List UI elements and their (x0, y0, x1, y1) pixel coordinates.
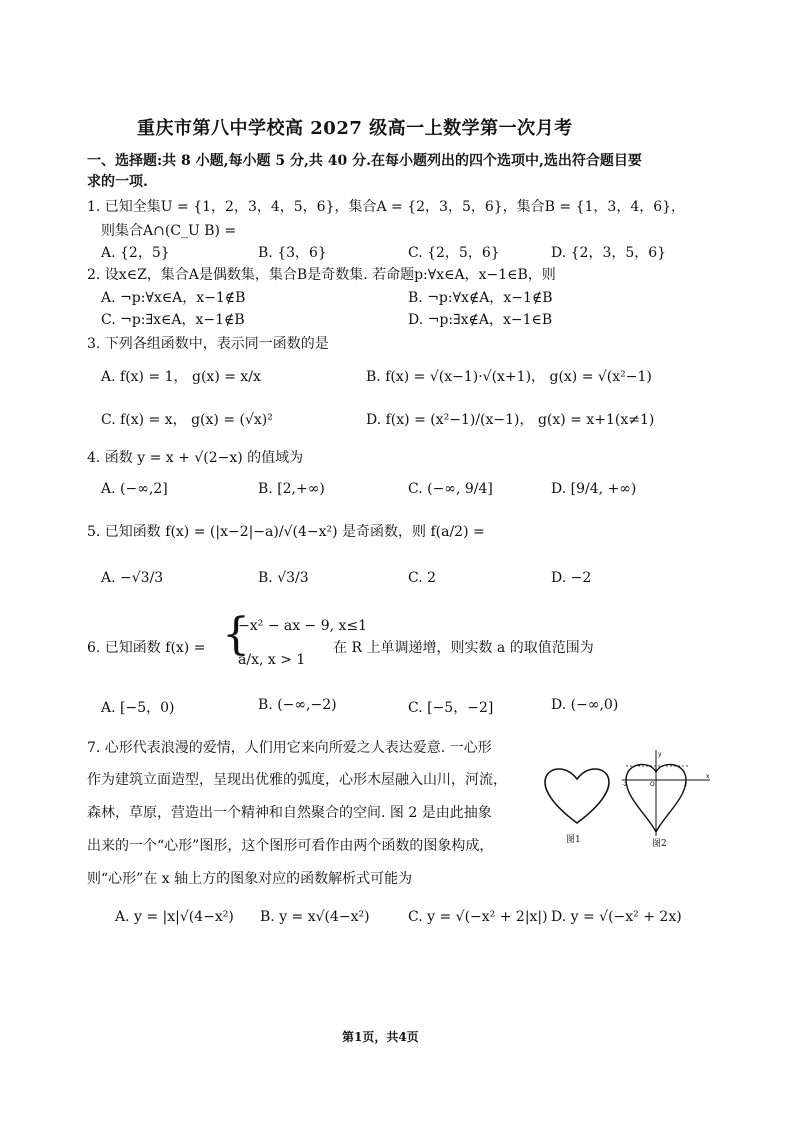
q6-case-1: −x² − ax − 9, x≤1 (238, 618, 368, 634)
svg-text:O: O (650, 781, 655, 788)
heart-figure-2 (620, 746, 712, 838)
q6-stem-post: 在 R 上单调递增，则实数 a 的取值范围为 (333, 640, 594, 656)
q3-option-c: C. f(x) = x， g(x) = (√x)² (101, 412, 273, 428)
q4-option-c: C. (−∞, 9/4] (408, 481, 493, 497)
svg-text:x: x (706, 773, 710, 780)
q2-option-d: D. ¬p:∃x∉A，x−1∈B (408, 312, 553, 328)
q6-option-a: A. [−5，0) (101, 700, 175, 716)
q7-option-b: B. y = x√(4−x²) (260, 909, 370, 925)
q7-line-1: 7. 心形代表浪漫的爱情，人们用它来向所爱之人表达爱意. 一心形 (87, 740, 492, 756)
q7-line-3: 森林，草原，营造出一个精神和自然聚合的空间. 图 2 是由此抽象 (87, 805, 492, 821)
q2-option-b: B. ¬p:∀x∉A，x−1∉B (408, 290, 553, 306)
page-footer: 第1页，共4页 (342, 1030, 419, 1044)
q1-option-d: D. {2，3，5，6} (551, 245, 667, 261)
q7-option-d: D. y = √(−x² + 2x) (551, 909, 682, 925)
q6-option-d: D. (−∞,0) (551, 697, 619, 713)
section-heading-cont: 求的一项. (87, 174, 148, 190)
q1-option-c: C. {2，5，6} (408, 245, 500, 261)
q3-option-d: D. f(x) = (x²−1)/(x−1)， g(x) = x+1(x≠1) (366, 412, 655, 428)
q1-option-a: A. {2，5} (101, 245, 170, 261)
q5-option-c: C. 2 (408, 570, 437, 586)
q2-option-c: C. ¬p:∃x∈A，x−1∉B (101, 312, 245, 328)
q6-brace: { (222, 609, 250, 660)
q7-option-c: C. y = √(−x² + 2|x|) (408, 909, 548, 925)
q7-option-a: A. y = |x|√(4−x²) (115, 909, 234, 925)
q3-option-b: B. f(x) = √(x−1)·√(x+1)， g(x) = √(x²−1) (366, 369, 652, 385)
page-title: 重庆市第八中学校高 2027 级高一上数学第一次月考 (137, 118, 573, 139)
q5-option-d: D. −2 (551, 570, 592, 586)
q5-stem: 5. 已知函数 f(x) = (|x−2|−a)/√(4−x²) 是奇函数，则 f(a/2) = (87, 524, 485, 540)
figure-1-label: 图1 (566, 835, 581, 845)
q4-stem: 4. 函数 y = x + √(2−x) 的值域为 (87, 450, 304, 466)
q6-stem-pre: 6. 已知函数 f(x) = (87, 640, 206, 656)
svg-text:-2: -2 (622, 782, 627, 788)
q4-option-a: A. (−∞,2] (101, 481, 168, 497)
q3-stem: 3. 下列各组函数中，表示同一函数的是 (87, 336, 329, 352)
q7-line-2: 作为建筑立面造型，呈现出优雅的弧度，心形木屋融入山川，河流， (87, 772, 507, 788)
heart-figure-1 (540, 763, 614, 827)
q1-stem-cont: 则集合A∩(C_U B) = (101, 223, 237, 239)
q4-option-d: D. [9/4, +∞) (551, 481, 637, 497)
q1-option-b: B. {3，6} (258, 245, 327, 261)
svg-text:2: 2 (684, 782, 688, 788)
q7-line-5: 则“心形”在 x 轴上方的图象对应的函数解析式可能为 (87, 871, 413, 887)
q4-option-b: B. [2,+∞) (258, 481, 325, 497)
q7-line-4: 出来的一个“心形”图形，这个图形可看作由两个函数的图象构成， (87, 838, 494, 854)
section-heading: 一、选择题:共 8 小题,每小题 5 分,共 40 分.在每小题列出的四个选项中,选出符合题目要 (87, 153, 642, 169)
q2-option-a: A. ¬p:∀x∈A，x−1∉B (101, 290, 246, 306)
q1-stem: 1. 已知全集U = {1，2，3，4，5，6}，集合A = {2，3，5，6}，集合B = {1，3，4，6}， (87, 199, 686, 215)
svg-text:y: y (658, 751, 662, 758)
q5-option-a: A. −√3/3 (101, 570, 164, 586)
figure-2-label: 图2 (652, 839, 667, 849)
q2-stem: 2. 设x∈Z，集合A是偶数集，集合B是奇数集. 若命题p:∀x∈A，x−1∈B，则 (87, 267, 556, 283)
q3-option-a: A. f(x) = 1， g(x) = x/x (101, 369, 261, 385)
q6-case-2: a/x, x > 1 (238, 652, 306, 668)
q5-option-b: B. √3/3 (258, 570, 309, 586)
q6-option-b: B. (−∞,−2) (258, 697, 337, 713)
q6-option-c: C. [−5，−2] (408, 700, 494, 716)
